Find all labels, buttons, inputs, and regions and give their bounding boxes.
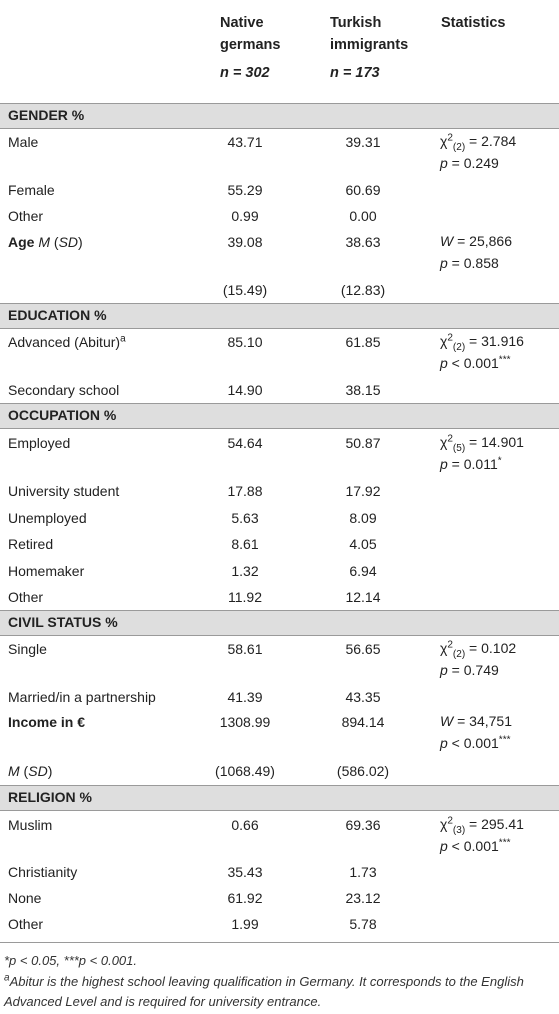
footnote-abitur: $^a$Abitur is the highest school leaving qualification in Germany. It corresponds to the English Advanced Level and is required for university entrance. <box>4 972 524 1009</box>
section-religion: RELIGION % <box>0 785 559 811</box>
section-gender: GENDER % <box>0 103 559 129</box>
stat-civil: $\chi^2_{(2)} = 0.102$ p = 0.749 <box>440 639 517 678</box>
footnote-significance: *p < 0.05, ***p < 0.001. <box>4 953 137 968</box>
stat-occupation: $\chi^2_{(5)} = 14.901$ p = 0.011* <box>440 433 524 472</box>
header-statistics: Statistics <box>441 15 506 31</box>
header-turkish-line2: immigrants <box>330 37 409 53</box>
header-turkish-n: n = 173 <box>330 65 380 81</box>
stat-religion: $\chi^2_{(3)} = 295.41$ p < 0.001*** <box>440 815 524 854</box>
header-turkish <box>330 12 430 84</box>
stat-age: W = 25,866 p = 0.858 <box>440 233 512 271</box>
section-education: EDUCATION % <box>0 303 559 329</box>
header-native <box>220 12 290 84</box>
header-native-n: n = 302 <box>220 65 270 81</box>
demographics-table: Native germans n = 302 Turkish immigrants n = 173 Statistics GENDER % Male 43.71 39.31 $\chi^2_{(2)} = 2.784$ p = 0.249 Female 55.29 60.69 Other 0.99 0.00 Age M (SD) 39.08 38.63 W = 25,866 p = 0.858 (15.49) (12.83) EDUCATION % Advanced (Abitur)$^a$ 85.10 61.85 $\chi^2_{(2)} = 31.916$ p < 0.001*** Secondary school 14.90 38.15 OCCUPATION % Employed 54.64 50.87 $\chi^2_{(5)} = 14.901$ p = 0.011* University student 17.88 17.92 Unemployed 5.63 8.09 Retired 8.61 4.05 Homemaker 1.32 6.94 Other 11.92 12.14 CIVIL STATUS % Single 58.61 56.65 $\chi^2_{(2)} = 0.102$ p = 0.749 Married/in a partnership 41.39 43.35 Income in € 1308.99 894.14 W = 34,751 p < 0.001*** M (SD) (1068.49) (586.02) RELIGION % Muslim 0.66 69.36 $\chi^2_{(3)} = 295.41$ p < 0.001*** Christianity 35.43 1.73 None 61.92 23.12 Other 1.99 5.78 *p < 0.05, ***p < 0.001. $^a$Abitur is the highest school leaving qualification in Germany. It corresponds to the English Advanced Level and is required for university entrance. <box>0 0 559 1014</box>
header-native-line1: Native <box>220 15 264 31</box>
section-occupation: OCCUPATION % <box>0 403 559 429</box>
header-turkish-line1: Turkish <box>330 15 382 31</box>
section-civil-status: CIVIL STATUS % <box>0 610 559 636</box>
stat-income: W = 34,751 p < 0.001*** <box>440 713 512 751</box>
stat-gender: $\chi^2_{(2)} = 2.784$ p = 0.249 <box>440 132 517 171</box>
stat-education: $\chi^2_{(2)} = 31.916$ p < 0.001*** <box>440 332 524 371</box>
header-native-line2: germans <box>220 37 281 53</box>
bottom-rule <box>0 942 559 943</box>
